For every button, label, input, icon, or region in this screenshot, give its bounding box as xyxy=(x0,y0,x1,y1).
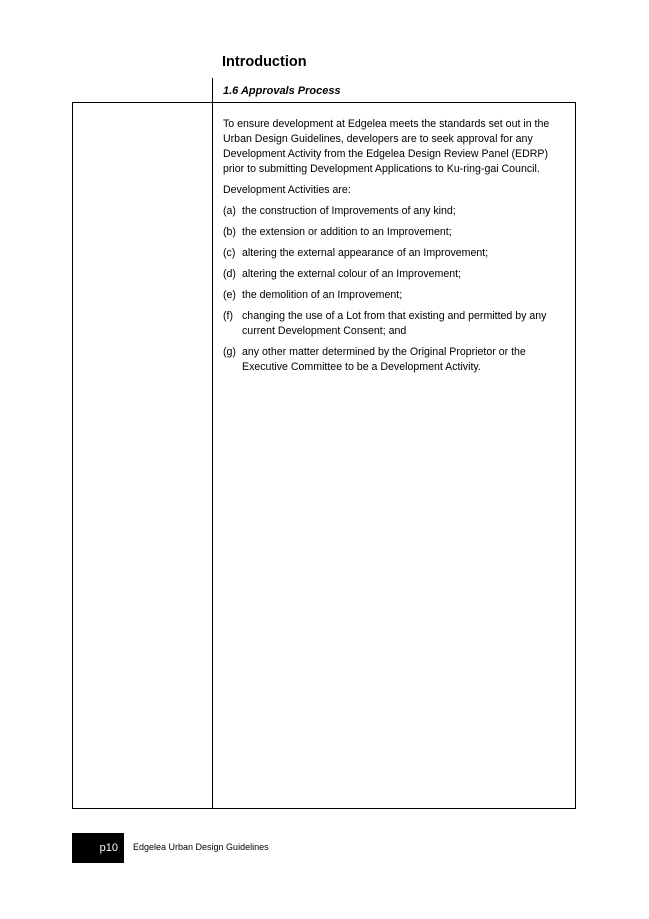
list-item-text: any other matter determined by the Original Proprietor or the Executive Committee to be a Development Activity. xyxy=(242,346,526,373)
subsection-heading: 1.6 Approvals Process xyxy=(223,85,341,97)
list-item xyxy=(223,246,565,261)
list-marker: (e) xyxy=(223,289,236,301)
list-intro: Development Activities are: xyxy=(223,184,351,196)
list-item xyxy=(223,204,565,219)
list-marker: (f) xyxy=(223,310,233,322)
list-item-text: the demolition of an Improvement; xyxy=(242,289,403,301)
list-item-text: the construction of Improvements of any kind; xyxy=(242,205,456,217)
list-item xyxy=(223,225,565,240)
list-marker: (c) xyxy=(223,247,236,259)
list-marker: (b) xyxy=(223,226,236,238)
list-marker: (g) xyxy=(223,346,236,358)
section-heading: Introduction xyxy=(222,54,307,70)
list-item xyxy=(223,345,565,375)
list-marker: (a) xyxy=(223,205,236,217)
development-activities-list xyxy=(223,204,565,375)
body-text xyxy=(223,117,565,381)
list-item xyxy=(223,309,565,339)
list-item-text: altering the external colour of an Improvement; xyxy=(242,268,462,280)
column-divider xyxy=(212,102,213,809)
intro-paragraph: To ensure development at Edgelea meets the standards set out in the Urban Design Guidelines, developers are to seek approval for any Development Activity from the Edgelea Design Review Panel (EDRP) prior to submitting Development Applications to Ku-ring-gai Council. xyxy=(223,118,550,175)
page-number-badge: p10 xyxy=(72,833,124,863)
list-item-text: the extension or addition to an Improvement; xyxy=(242,226,452,238)
list-item-text: changing the use of a Lot from that existing and permitted by any current Development Consent; and xyxy=(242,310,547,337)
list-item-text: altering the external appearance of an Improvement; xyxy=(242,247,489,259)
column-divider-top xyxy=(212,78,213,103)
footer-document-title: Edgelea Urban Design Guidelines xyxy=(133,842,269,852)
list-marker: (d) xyxy=(223,268,236,280)
list-item xyxy=(223,267,565,282)
list-item xyxy=(223,288,565,303)
